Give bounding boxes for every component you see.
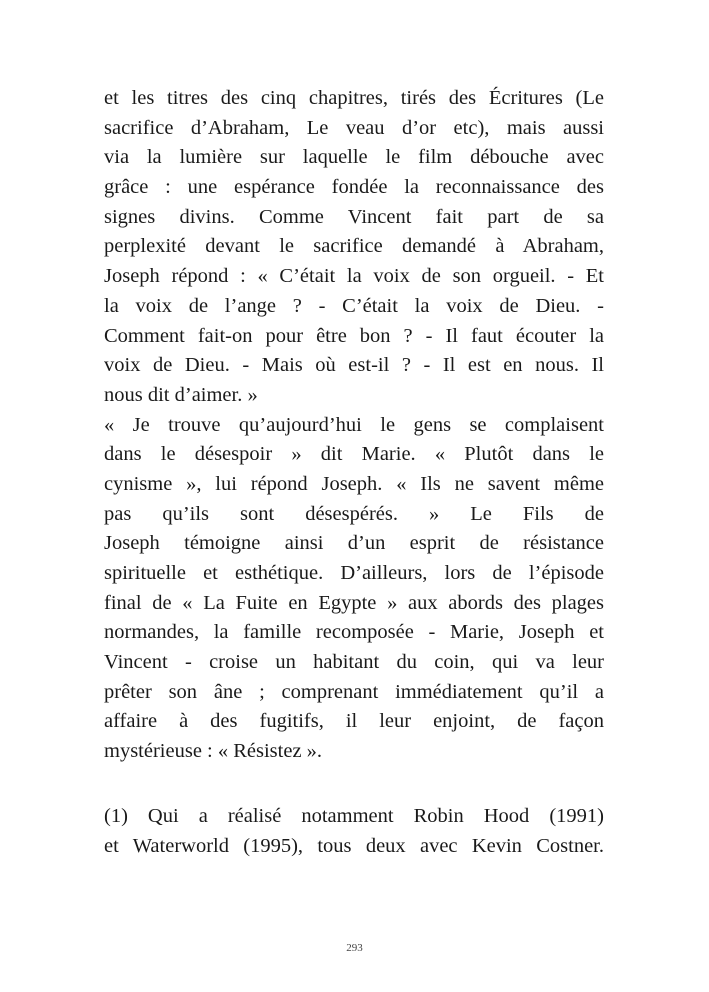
text-line: la voix de l’ange ? - C’était la voix de Dieu. - bbox=[104, 294, 604, 317]
text-line: cynisme », lui répond Joseph. « Ils ne savent même bbox=[104, 472, 604, 495]
text-line: perplexité devant le sacrifice demandé à Abraham, bbox=[104, 235, 604, 258]
main-text bbox=[104, 84, 604, 767]
text-line: via la lumière sur laquelle le film débouche avec bbox=[104, 146, 604, 169]
text-line: nous dit d’aimer. » bbox=[104, 383, 258, 406]
footnote bbox=[104, 802, 604, 861]
text-line: affaire à des fugitifs, il leur enjoint, de façon bbox=[104, 710, 604, 733]
text-line: signes divins. Comme Vincent fait part de sa bbox=[104, 205, 604, 228]
text-line: prêter son âne ; comprenant immédiatement qu’il a bbox=[104, 680, 604, 703]
text-line: final de « La Fuite en Egypte » aux abords des plages bbox=[104, 591, 604, 614]
text-line: sacrifice d’Abraham, Le veau d’or etc), mais aussi bbox=[104, 116, 604, 139]
text-line: Joseph répond : « C’était la voix de son orgueil. - Et bbox=[104, 265, 604, 288]
text-line: voix de Dieu. - Mais où est-il ? - Il est en nous. Il bbox=[104, 354, 604, 377]
text-line: et les titres des cinq chapitres, tirés des Écritures (Le bbox=[104, 87, 604, 109]
text-line: grâce : une espérance fondée la reconnaissance des bbox=[104, 176, 604, 199]
text-line: spirituelle et esthétique. D’ailleurs, lors de l’épisode bbox=[104, 562, 604, 584]
text-line: mystérieuse : « Résistez ». bbox=[104, 740, 323, 763]
text-line: pas qu’ils sont désespérés. » Le Fils de bbox=[104, 502, 604, 525]
text-line: Comment fait-on pour être bon ? - Il faut écouter la bbox=[104, 324, 604, 347]
footnote-line: et Waterworld (1995), tous deux avec Kevin Costner. bbox=[104, 834, 604, 857]
text-line: normandes, la famille recomposée - Marie, Joseph et bbox=[104, 621, 604, 644]
text-line: « Je trouve qu’aujourd’hui le gens se complaisent bbox=[104, 413, 604, 436]
footnote-line: (1) Qui a réalisé notamment Robin Hood (1991) bbox=[104, 805, 604, 827]
page-number: 293 bbox=[346, 942, 363, 954]
text-line: dans le désespoir » dit Marie. « Plutôt dans le bbox=[104, 443, 604, 466]
text-line: Joseph témoigne ainsi d’un esprit de résistance bbox=[104, 532, 604, 555]
text-line: Vincent - croise un habitant du coin, qui va leur bbox=[104, 651, 604, 674]
